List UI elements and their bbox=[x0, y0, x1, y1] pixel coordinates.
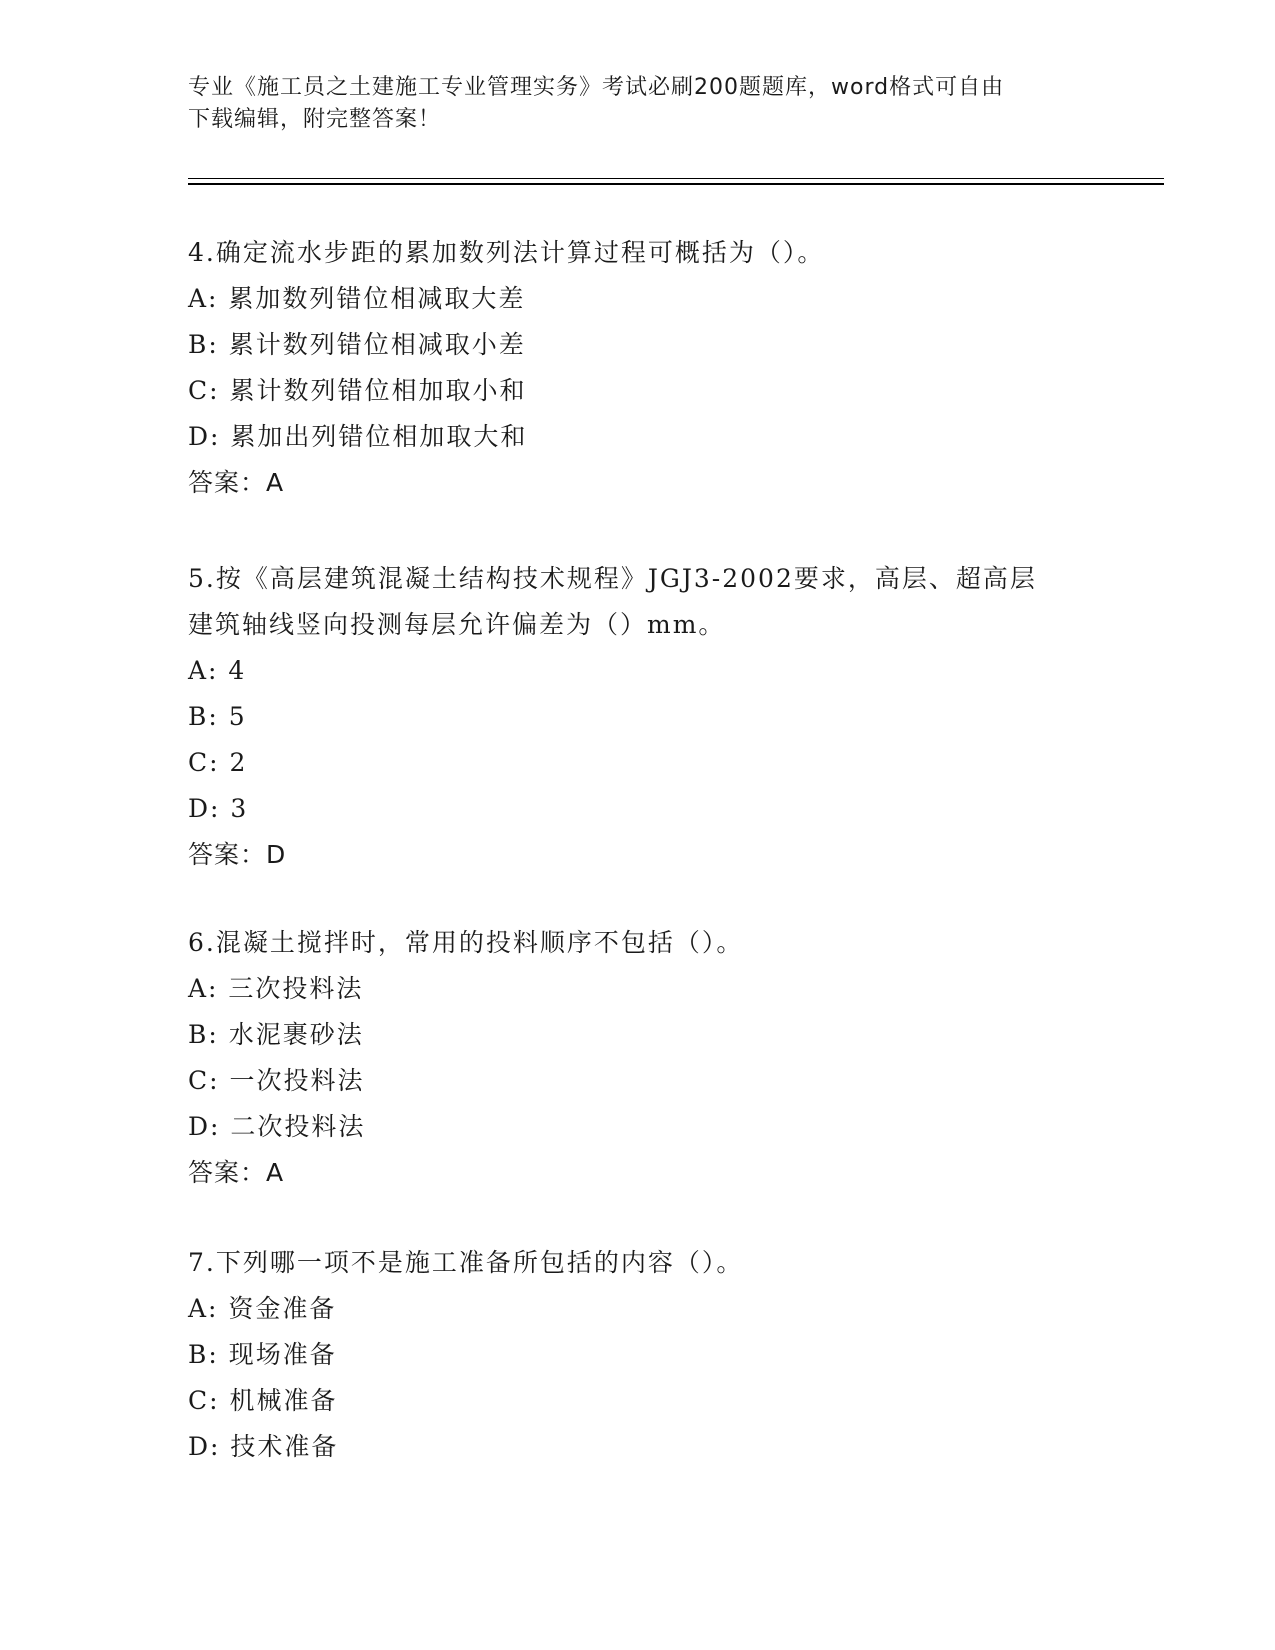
option-d: D: 技术准备 bbox=[188, 1432, 339, 1461]
answer-label: 答案：D bbox=[188, 840, 287, 869]
option-b: B: 水泥裹砂法 bbox=[188, 1020, 364, 1049]
question-7 bbox=[188, 1240, 1088, 1470]
option-c: C: 累计数列错位相加取小和 bbox=[188, 376, 527, 405]
option-b: B: 5 bbox=[188, 702, 247, 731]
header-line-2: 下载编辑，附完整答案！ bbox=[188, 107, 442, 132]
option-c: C: 机械准备 bbox=[188, 1386, 338, 1415]
header-line-1: 专业《施工员之土建施工专业管理实务》考试必刷200题题库，word格式可自由 bbox=[188, 75, 1005, 100]
document-header bbox=[188, 72, 1068, 136]
option-a: A: 累加数列错位相减取大差 bbox=[188, 284, 526, 313]
question-stem: 4.确定流水步距的累加数列法计算过程可概括为（）。 bbox=[188, 238, 825, 267]
question-4 bbox=[188, 230, 1088, 506]
question-5 bbox=[188, 556, 1088, 878]
option-d: D: 3 bbox=[188, 794, 249, 823]
option-a: A: 4 bbox=[188, 656, 247, 685]
option-c: C: 2 bbox=[188, 748, 248, 777]
option-a: A: 资金准备 bbox=[188, 1294, 337, 1323]
option-b: B: 累计数列错位相减取小差 bbox=[188, 330, 526, 359]
answer-label: 答案：A bbox=[188, 468, 285, 497]
option-a: A: 三次投料法 bbox=[188, 974, 364, 1003]
option-d: D: 二次投料法 bbox=[188, 1112, 366, 1141]
answer-label: 答案：A bbox=[188, 1158, 285, 1187]
option-b: B: 现场准备 bbox=[188, 1340, 337, 1369]
header-divider-thick bbox=[188, 183, 1164, 185]
header-divider-thin bbox=[188, 178, 1164, 179]
question-stem-line-1: 5.按《高层建筑混凝土结构技术规程》JGJ3-2002要求，高层、超高层 bbox=[188, 564, 1037, 593]
option-c: C: 一次投料法 bbox=[188, 1066, 365, 1095]
question-stem: 6.混凝土搅拌时，常用的投料顺序不包括（）。 bbox=[188, 928, 744, 957]
question-stem: 7.下列哪一项不是施工准备所包括的内容（）。 bbox=[188, 1248, 744, 1277]
question-stem-line-2: 建筑轴线竖向投测每层允许偏差为（）mm。 bbox=[188, 610, 726, 639]
question-6 bbox=[188, 920, 1088, 1196]
option-d: D: 累加出列错位相加取大和 bbox=[188, 422, 528, 451]
